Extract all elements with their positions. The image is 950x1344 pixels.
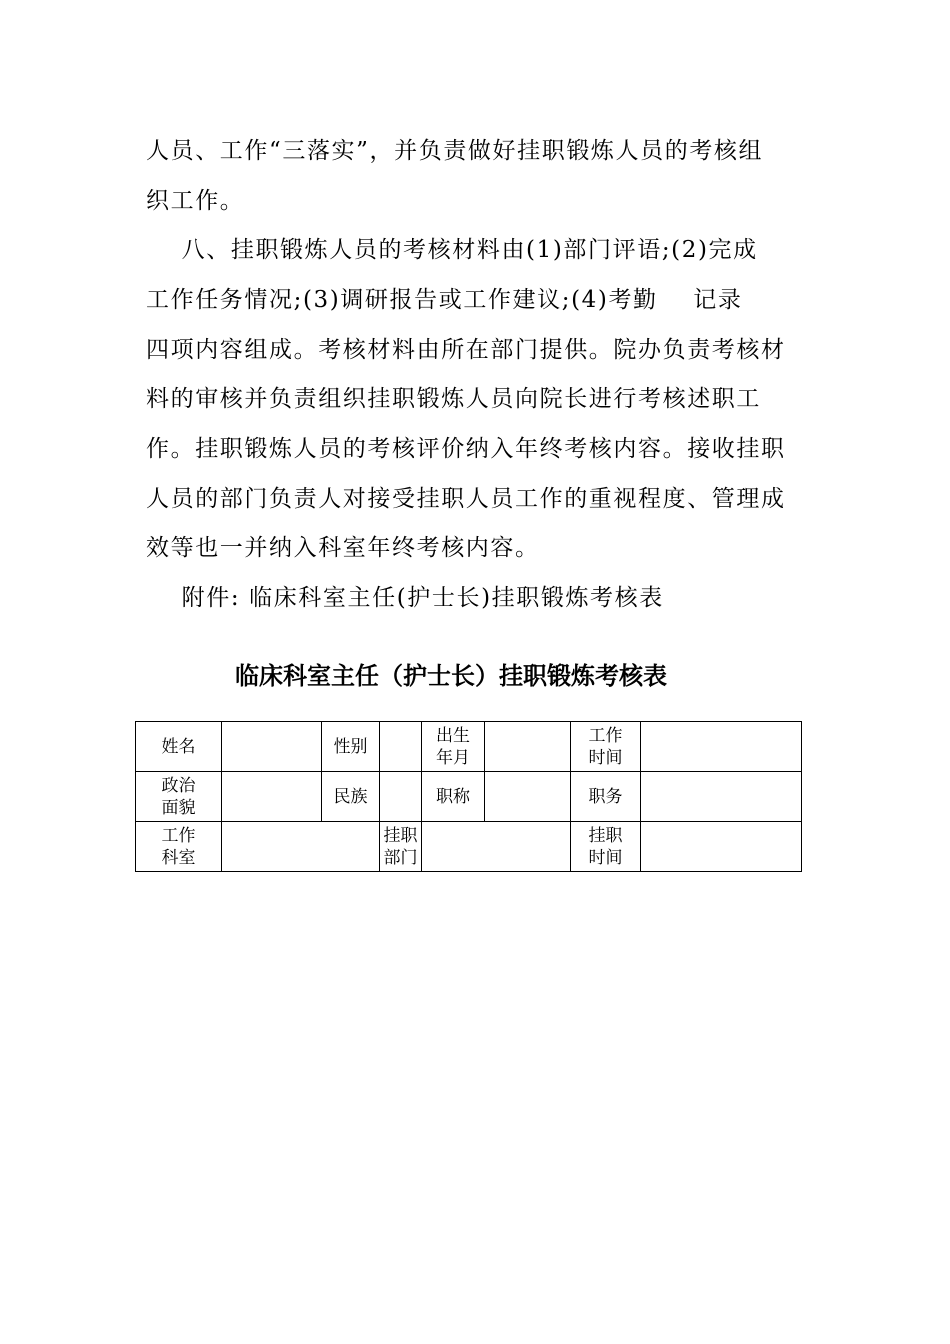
post-dept-value-cell[interactable] <box>422 822 571 872</box>
name-label: 姓名 <box>136 722 222 772</box>
attachment-line: 附件: 临床科室主任(护士长)挂职锻炼考核表 <box>146 585 664 611</box>
position-value-cell[interactable] <box>641 772 802 822</box>
work-time-label: 工作 时间 <box>571 722 641 772</box>
work-time-value-cell[interactable] <box>641 722 802 772</box>
gender-label: 性别 <box>322 722 380 772</box>
work-dept-value-cell[interactable] <box>222 822 380 872</box>
post-dept-label: 挂职 部门 <box>380 822 422 872</box>
body-line-7: 作。挂职锻炼人员的考核评价纳入年终考核内容。接收挂职 <box>146 436 786 462</box>
political-value-cell[interactable] <box>222 772 322 822</box>
body-line-9: 效等也一并纳入科室年终考核内容。 <box>146 535 540 561</box>
ethnicity-label: 民族 <box>322 772 380 822</box>
birth-label: 出生 年月 <box>422 722 485 772</box>
form-row-3 <box>136 822 802 872</box>
work-dept-label: 工作 科室 <box>136 822 222 872</box>
body-line-1: 人员、工作“三落实”，并负责做好挂职锻炼人员的考核组 <box>146 138 764 164</box>
form-row-1 <box>136 722 802 772</box>
professional-title-value-cell[interactable] <box>485 772 571 822</box>
birth-value-cell[interactable] <box>485 722 571 772</box>
professional-title-label: 职称 <box>422 772 485 822</box>
assessment-form-table <box>135 721 802 872</box>
body-line-5: 四项内容组成。考核材料由所在部门提供。院办负责考核材 <box>146 337 786 363</box>
gender-value-cell[interactable] <box>380 722 422 772</box>
ethnicity-value-cell[interactable] <box>380 772 422 822</box>
body-line-6: 料的审核并负责组织挂职锻炼人员向院长进行考核述职工 <box>146 386 761 412</box>
body-line-3: 八、挂职锻炼人员的考核材料由(1)部门评语;(2)完成 <box>146 237 758 263</box>
body-line-8: 人员的部门负责人对接受挂职人员工作的重视程度、管理成 <box>146 486 786 512</box>
name-value-cell[interactable] <box>222 722 322 772</box>
form-row-2 <box>136 772 802 822</box>
body-line-2: 织工作。 <box>146 188 245 214</box>
political-label: 政治 面貌 <box>136 772 222 822</box>
post-time-value-cell[interactable] <box>641 822 802 872</box>
position-label: 职务 <box>571 772 641 822</box>
post-time-label: 挂职 时间 <box>571 822 641 872</box>
body-line-4: 工作任务情况;(3)调研报告或工作建议;(4)考勤 记录 <box>146 287 743 313</box>
form-title: 临床科室主任（护士长）挂职锻炼考核表 <box>235 662 667 690</box>
